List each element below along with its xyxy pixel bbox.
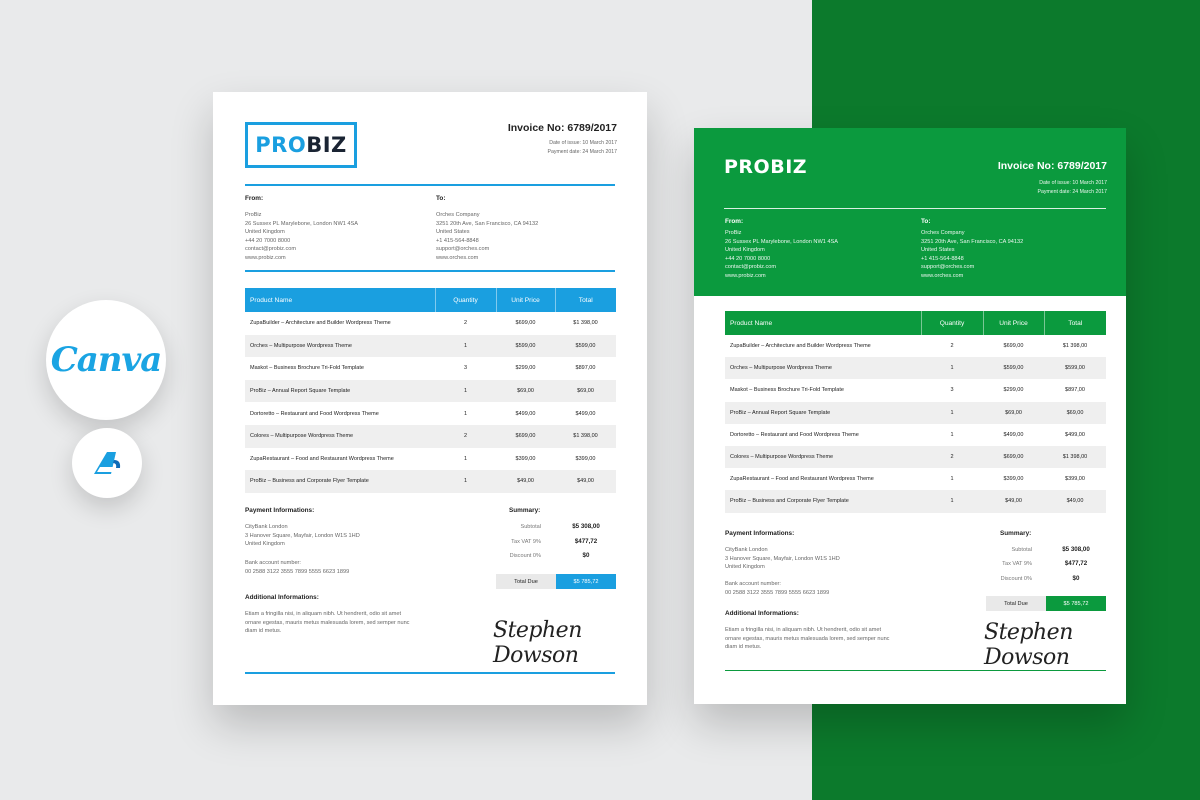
- summary-label: Summary:: [1000, 530, 1032, 537]
- subtotal-value: $5 308,00: [1062, 546, 1090, 553]
- table-row: Maskot – Business Brochure Tri-Fold Template 3 $299,00 $897,00: [730, 387, 1085, 394]
- divider: [725, 670, 1106, 671]
- to-address: Orches Company 3251 20th Ave, San Francisco, CA 94132 United States +1 415-564-8848 support@orches.com www.orches.com: [436, 212, 539, 261]
- payment-details: CityBank London 3 Hanover Square, Mayfair, London W1S 1HD United Kingdom: [725, 547, 840, 571]
- discount-label: Discount 0%: [1000, 576, 1032, 582]
- affinity-logo-icon: [90, 446, 124, 480]
- from-label: From:: [725, 218, 744, 225]
- table-row: ZupaBuilder – Architecture and Builder Wordpress Theme 2 $699,00 $1 398,00: [250, 320, 598, 327]
- summary-label: Summary:: [509, 507, 541, 514]
- subtotal-label: Subtotal: [520, 524, 541, 530]
- discount-value: $0: [1072, 575, 1080, 582]
- tax-value: $477,72: [1064, 560, 1088, 567]
- bank-account: Bank account number: 00 2588 3122 3555 7899 5555 6623 1899: [245, 560, 350, 575]
- from-address: ProBiz 26 Sussex PL Marylebone, London NW1 4SA United Kingdom +44 20 7000 8000 contact@probiz.com www.probiz.com: [245, 212, 358, 261]
- probiz-logo: PROBIZ: [724, 156, 808, 178]
- total-due-value: $5 785,72: [1046, 596, 1106, 611]
- divider: [245, 270, 615, 272]
- invoice-number: Invoice No: 6789/2017: [507, 122, 617, 134]
- invoice-sheet-green: [694, 128, 1126, 704]
- from-label: From:: [245, 195, 264, 202]
- table-row: Colores – Multipurpose Wordpress Theme 2 $699,00 $1 398,00: [725, 446, 1106, 468]
- signature: Stephen Dowson: [493, 618, 582, 668]
- to-label: To:: [921, 218, 931, 225]
- divider: [245, 672, 615, 674]
- table-row: Orches – Multipurpose Wordpress Theme 1 $599,00 $599,00: [245, 335, 616, 358]
- items-table: [725, 311, 1106, 513]
- additional-notes: Etiam a fringilla nisi, in aliquam nibh. Ut hendrerit, odio sit amet ornare egestas, mauris metus malesuada lorem, sed semper nunc diam id metus.: [725, 627, 890, 651]
- subtotal-label: Subtotal: [1011, 547, 1032, 553]
- divider: [245, 184, 615, 186]
- affinity-badge: [72, 428, 142, 498]
- col-total: Total: [1044, 311, 1106, 335]
- table-row: ZupaRestaurant – Food and Restaurant Wordpress Theme 1 $399,00 $399,00: [250, 455, 596, 462]
- canva-badge: [46, 300, 166, 420]
- items-table: [245, 288, 616, 493]
- canva-logo-text: Canva: [50, 340, 162, 380]
- invoice-sheet-blue: [213, 92, 647, 705]
- col-total: Total: [555, 288, 616, 312]
- to-label: To:: [436, 195, 446, 202]
- divider: [724, 208, 1106, 209]
- additional-label: Additional Informations:: [725, 610, 799, 617]
- tax-value: $477,72: [574, 538, 598, 545]
- col-quantity: Quantity: [435, 288, 496, 312]
- additional-notes: Etiam a fringilla nisi, in aliquam nibh. Ut hendrerit, odio sit amet ornare egestas, mauris metus malesuada lorem, sed semper nunc diam id metus.: [245, 611, 410, 635]
- invoice-dates: Date of issue: 10 March 2017 Payment date: 24 March 2017: [1037, 180, 1107, 195]
- col-unit-price: Unit Price: [983, 311, 1044, 335]
- signature: Stephen Dowson: [984, 620, 1073, 670]
- table-row: ProBiz – Business and Corporate Flyer Template 1 $49,00 $49,00: [245, 470, 616, 493]
- total-due-label: Total Due: [986, 596, 1046, 611]
- discount-value: $0: [582, 552, 590, 559]
- tax-label: Tax VAT 9%: [511, 539, 541, 545]
- invoice-dates: Date of issue: 10 March 2017 Payment date: 24 March 2017: [547, 140, 617, 155]
- to-address: Orches Company 3251 20th Ave, San Francisco, CA 94132 United States +1 415-564-8848 support@orches.com www.orches.com: [921, 230, 1024, 279]
- table-row: Maskot – Business Brochure Tri-Fold Template 3 $299,00 $897,00: [250, 365, 596, 372]
- col-product-name: Product Name: [730, 319, 773, 327]
- discount-label: Discount 0%: [509, 553, 541, 559]
- col-quantity: Quantity: [921, 311, 983, 335]
- additional-label: Additional Informations:: [245, 594, 319, 601]
- table-row: Dortoretto – Restaurant and Food Wordpress Theme 1 $499,00 $499,00: [250, 410, 596, 417]
- table-row: ZupaBuilder – Architecture and Builder Wordpress Theme 2 $699,00 $1 398,00: [730, 343, 1088, 350]
- payment-details: CityBank London 3 Hanover Square, Mayfair, London W1S 1HD United Kingdom: [245, 524, 360, 548]
- table-row: ProBiz – Annual Report Square Template 1 $69,00 $69,00: [725, 402, 1106, 424]
- table-row: Dortoretto – Restaurant and Food Wordpress Theme 1 $499,00 $499,00: [730, 431, 1085, 438]
- bank-account: Bank account number: 00 2588 3122 3555 7899 5555 6623 1899: [725, 581, 830, 596]
- total-due-label: Total Due: [496, 574, 556, 589]
- payment-label: Payment Informations:: [245, 507, 315, 514]
- table-row: ProBiz – Business and Corporate Flyer Template 1 $49,00 $49,00: [725, 490, 1106, 512]
- col-product-name: Product Name: [250, 296, 293, 304]
- table-row: ProBiz – Annual Report Square Template 1 $69,00 $69,00: [245, 380, 616, 403]
- tax-label: Tax VAT 9%: [1002, 561, 1032, 567]
- probiz-logo: PRO BIZ: [245, 122, 357, 168]
- invoice-number: Invoice No: 6789/2017: [997, 160, 1107, 172]
- table-row: Orches – Multipurpose Wordpress Theme 1 $599,00 $599,00: [725, 357, 1106, 379]
- table-row: Colores – Multipurpose Wordpress Theme 2 $699,00 $1 398,00: [245, 425, 616, 448]
- from-address: ProBiz 26 Sussex PL Marylebone, London NW1 4SA United Kingdom +44 20 7000 8000 contact@probiz.com www.probiz.com: [725, 230, 838, 279]
- col-unit-price: Unit Price: [496, 288, 555, 312]
- total-due-value: $5 785,72: [556, 574, 616, 589]
- subtotal-value: $5 308,00: [572, 523, 600, 530]
- payment-label: Payment Informations:: [725, 530, 795, 537]
- table-row: ZupaRestaurant – Food and Restaurant Wordpress Theme 1 $399,00 $399,00: [730, 476, 1085, 483]
